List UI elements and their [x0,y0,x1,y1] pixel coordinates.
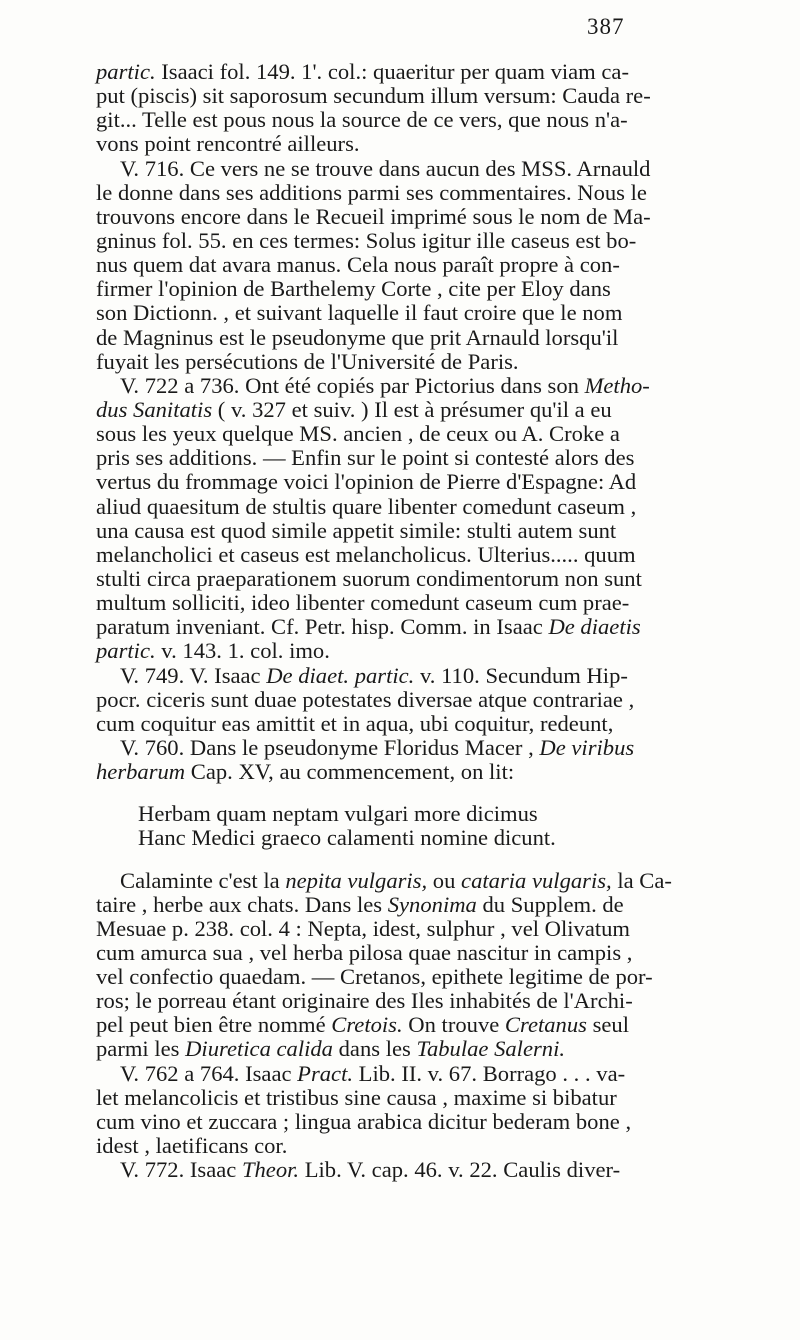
text-line [96,917,756,941]
text-line [96,60,756,84]
text-segment: melancholici et caseus est melancholicus. Ulterius..... quum [96,541,636,567]
text-segment: nus quem dat avara manus. Cela nous paraît propre à con- [96,252,620,278]
text-line [96,108,756,132]
verse-quote [96,802,756,850]
verse-line: Hanc Medici graeco calamenti nomine dicunt. [138,825,556,851]
text-segment: de Magninus est le pseudonyme que prit Arnauld lorsqu'il [96,324,619,350]
text-line [96,567,756,591]
text-segment: son Dictionn. , et suivant laquelle il faut croire que le nom [96,300,623,326]
text-line [96,84,756,108]
text-segment: ( v. 327 et suiv. ) Il est à présumer qu'il a eu [212,396,612,422]
text-line [96,229,756,253]
text-line [96,301,756,325]
text-segment: ou [427,867,462,893]
page-number: 387 [587,14,625,39]
italic-text: cataria vulgaris, [461,867,612,893]
text-segment: idest , laetificans cor. [96,1133,288,1159]
italic-text: Diuretica calida [185,1036,333,1062]
text-line [96,1062,756,1086]
text-line [96,869,756,893]
text-segment: ros; le porreau étant originaire des Iles inhabités de l'Archi- [96,988,633,1014]
text-segment: Lib. II. v. 67. Borrago . . . va- [353,1060,626,1086]
text-segment: Mesuae p. 238. col. 4 : Nepta, idest, sulphur , vel Olivatum [96,915,630,941]
text-segment: put (piscis) sit saporosum secundum illum versum: Cauda re- [96,83,651,109]
text-segment: firmer l'opinion de Barthelemy Corte , cite per Eloy dans [96,276,611,302]
text-segment: trouvons encore dans le Recueil imprimé sous le nom de Ma- [96,203,651,229]
text-segment: le donne dans ses additions parmi ses commentaires. Nous le [96,179,647,205]
text-line [96,350,756,374]
text-segment: parmi les [96,1036,186,1062]
italic-text: Cretanus [504,1012,587,1038]
text-line [96,132,756,156]
text-line [96,941,756,965]
text-line [96,374,756,398]
text-line [96,181,756,205]
text-line [96,470,756,494]
text-line [96,1110,756,1134]
text-line [96,277,756,301]
italic-text: De diaet. partic. [266,662,415,688]
text-line [96,965,756,989]
text-segment: git... Telle est pous nous la source de ce vers, que nous n'a- [96,107,628,133]
text-segment: sous les yeux quelque MS. ancien , de ceux ou A. Croke a [96,421,620,447]
text-line [96,1013,756,1037]
text-segment: cum vino et zuccara ; lingua arabica dicitur bederam bone , [96,1108,632,1134]
text-segment: Calaminte c'est la [120,867,286,893]
text-line [96,1086,756,1110]
text-line [96,989,756,1013]
italic-text: dus Sanitatis [96,396,213,422]
text-segment: cum amurca sua , vel herba pilosa quae nascitur in campis , [96,939,633,965]
text-line [96,495,756,519]
text-line [96,615,756,639]
text-line [96,543,756,567]
text-line [96,639,756,663]
text-line [96,1158,756,1182]
text-segment: fuyait les persécutions de l'Université de Paris. [96,348,519,374]
text-line [96,760,756,784]
text-segment: V. 716. Ce vers ne se trouve dans aucun des MSS. Arnauld [120,155,651,181]
italic-text: partic. [96,59,156,84]
text-segment: On trouve [402,1012,505,1038]
text-line [96,712,756,736]
text-segment: una causa est quod simile appetit simile: stulti autem sunt [96,517,617,543]
text-segment: vons point rencontré ailleurs. [96,131,360,157]
text-line [96,519,756,543]
text-segment: taire , herbe aux chats. Dans les [96,891,388,917]
text-line [96,205,756,229]
text-line [96,1134,756,1158]
text-segment: du Supplem. de [476,891,624,917]
text-segment: pel peut bien être nommé [96,1012,332,1038]
text-segment: V. 760. Dans le pseudonyme Floridus Macer , [120,734,540,760]
text-segment: let melancolicis et tristibus sine causa , maxime si bibatur [96,1084,617,1110]
text-segment: pocr. ciceris sunt duae potestates diversae atque contrariae , [96,686,635,712]
italic-text: partic. [96,638,156,664]
italic-text: Synonima [387,891,477,917]
text-line [96,591,756,615]
italic-text: herbarum [96,759,186,785]
text-line [96,893,756,917]
text-segment: V. 762 a 764. Isaac [120,1060,298,1086]
text-line [96,1037,756,1061]
text-line [96,664,756,688]
italic-text: Tabulae Salerni. [416,1036,565,1062]
text-segment: Lib. V. cap. 46. v. 22. Caulis diver- [299,1157,621,1183]
text-line [96,688,756,712]
text-line [96,157,756,181]
italic-text: Metho- [584,372,650,398]
text-segment: paratum inveniant. Cf. Petr. hisp. Comm. in Isaac [96,614,549,640]
text-segment: stulti circa praeparationem suorum condimentorum non sunt [96,565,642,591]
text-segment: cum coquitur eas amittit et in aqua, ubi coquitur, redeunt, [96,710,614,736]
text-segment: gninus fol. 55. en ces termes: Solus igitur ille caseus est bo- [96,227,637,253]
text-segment: V. 772. Isaac [120,1157,242,1183]
text-segment: multum solliciti, ideo libenter comedunt caseum cum prae- [96,590,630,616]
text-line [96,446,756,470]
text-segment: seul [586,1012,629,1038]
italic-text: Theor. [241,1157,300,1183]
text-line [96,253,756,277]
text-line [96,398,756,422]
text-segment: v. 143. 1. col. imo. [155,638,330,664]
text-segment: dans les [332,1036,417,1062]
text-line [96,422,756,446]
text-segment: V. 722 a 736. Ont été copiés par Pictorius dans son [120,372,585,398]
text-segment: V. 749. V. Isaac [120,662,267,688]
page-body-text [96,60,756,1182]
italic-text: Pract. [297,1060,354,1086]
text-segment: vertus du frommage voici l'opinion de Pierre d'Espagne: Ad [96,469,637,495]
text-segment: v. 110. Secundum Hip- [414,662,628,688]
italic-text: nepita vulgaris, [285,867,428,893]
text-line [96,736,756,760]
italic-text: Cretois. [331,1012,403,1038]
text-segment: la Ca- [611,867,672,893]
text-segment: aliud quaesitum de stultis quare libenter comedunt caseum , [96,493,637,519]
italic-text: De diaetis [548,614,641,640]
text-segment: Cap. XV, au commencement, on lit: [185,759,515,785]
italic-text: De viribus [539,734,635,760]
verse-line: Herbam quam neptam vulgari more dicimus [138,801,538,827]
text-segment: pris ses additions. — Enfin sur le point si contesté alors des [96,445,635,471]
text-line [96,326,756,350]
text-segment: vel confectio quaedam. — Cretanos, epithete legitime de por- [96,964,653,990]
text-segment: Isaaci fol. 149. 1'. col.: quaeritur per quam viam ca- [155,59,629,84]
